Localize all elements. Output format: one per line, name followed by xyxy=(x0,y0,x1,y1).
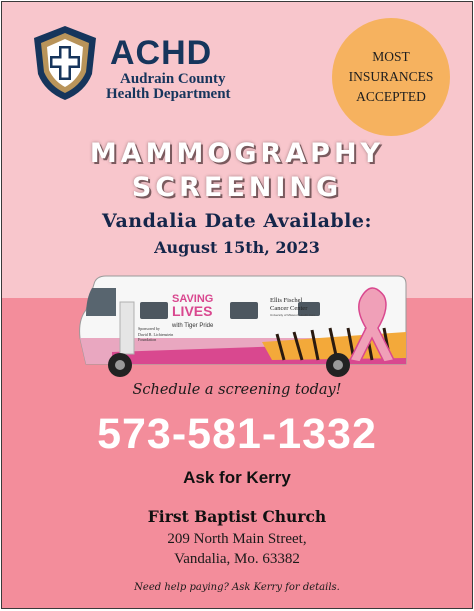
achd-logo xyxy=(30,24,245,104)
bus-sponsor-2: David B. Lichtenstein xyxy=(138,332,174,337)
availability-label: Vandalia Date Available: xyxy=(101,210,373,232)
logo-department-name xyxy=(106,72,231,102)
bus-saving-text: SAVING xyxy=(172,293,214,305)
headline-line-1: MAMMOGRAPHY xyxy=(89,138,385,169)
bus-center-name-1: Ellis Fischel xyxy=(270,297,303,304)
badge-line-3: ACCEPTED xyxy=(356,89,426,104)
phone-number[interactable]: 573-581-1332 xyxy=(97,410,377,458)
location-city: Vandalia, Mo. 63382 xyxy=(174,551,300,567)
insurance-badge xyxy=(332,18,450,136)
bus-center-name-2: Cancer Center xyxy=(270,305,308,312)
schedule-text: Schedule a screening today! xyxy=(132,382,342,398)
logo-line-2: Health Department xyxy=(106,86,231,102)
ask-for-text: Ask for Kerry xyxy=(183,468,291,487)
logo-line-1: Audrain County xyxy=(120,71,226,87)
availability-date: August 15th, 2023 xyxy=(154,238,320,257)
bus-lives-text: LIVES xyxy=(172,303,213,319)
bus-tiger-pride-text: with Tiger Pride xyxy=(172,323,214,329)
mobile-mammography-bus-image xyxy=(72,272,412,387)
bus-sponsor-1: Sponsored by xyxy=(138,326,160,331)
bus-center-sub: University of Missouri Health Care xyxy=(270,313,316,317)
bus-sponsor-3: Foundation xyxy=(138,337,157,342)
shield-cross-icon xyxy=(30,24,100,102)
flyer xyxy=(1,1,473,609)
location-name: First Baptist Church xyxy=(147,507,327,526)
badge-line-1: MOST xyxy=(372,49,410,64)
headline-line-2: SCREENING xyxy=(131,172,343,203)
location-street: 209 North Main Street, xyxy=(167,531,307,547)
logo-acronym: ACHD xyxy=(110,34,213,72)
badge-line-2: INSURANCES xyxy=(348,69,434,84)
help-paying-note: Need help paying? Ask Kerry for details. xyxy=(134,582,340,593)
